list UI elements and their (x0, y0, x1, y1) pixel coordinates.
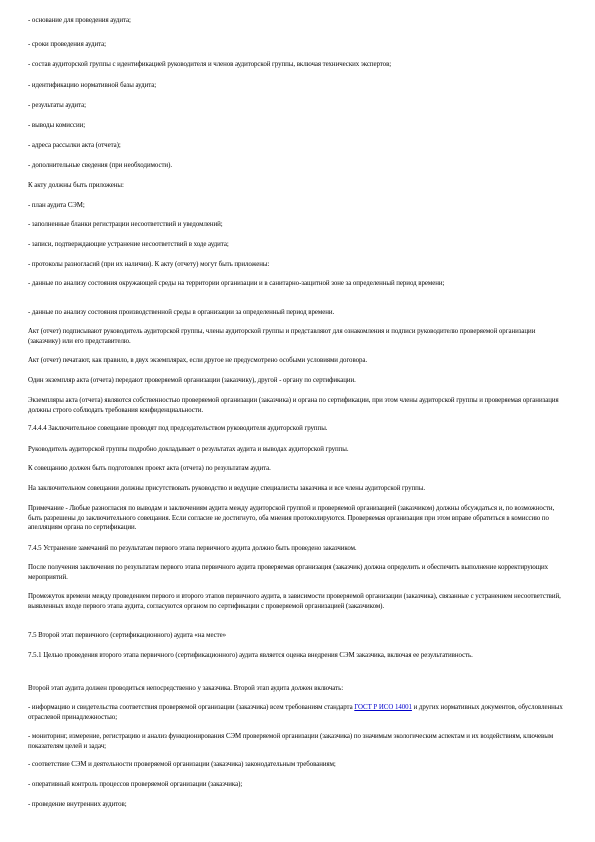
text-line: - выводы комиссии; (28, 122, 86, 129)
text-paragraph: Промежуток времени между проведением первого и второго этапов первичного аудита, в зависимости проверяемой организации (заказчика), связанные с устранением несоответствий, выявленных входе первого этапа аудита, согласуются органом по сертификации с проверяемой организацией (заказчиком). (28, 593, 561, 610)
text-line: - идентификацию нормативной базы аудита; (28, 82, 157, 89)
section-heading: 7.4.4.4 Заключительное совещание проводят под председательством руководителя аудиторской группы. (28, 425, 328, 432)
text-paragraph: - мониторинг, измерение, регистрацию и анализ функционирования СЭМ проверяемой организации (заказчика) по значимым экологическим аспектам и их воздействиям, ключевым показателям целей и задач; (28, 733, 554, 750)
text-line: - протоколы разногласий (при их наличии). К акту (отчету) могут быть приложены: (28, 261, 270, 268)
text-paragraph: - данные по анализу состояния окружающей среды на территории организации и в санитарно-защитной зоне за определенный период времени; (28, 280, 445, 287)
text-paragraph-with-link: - информацию и свидетельства соответствия проверяемой организации (заказчика) всем требованиям стандарта ГОСТ Р ИСО 14001 и других нормативных документов, обусловленных отраслевой принадлежностью; (28, 704, 563, 721)
text-line: На заключительном совещании должны присутствовать руководство и ведущие специалисты заказчика и все члены аудиторской группы. (28, 485, 426, 492)
section-heading: 7.4.5 Устранение замечаний по результатам первого этапа первичного аудита должно быть проведено заказчиком. (28, 545, 357, 552)
note-paragraph: Примечание - Любые разногласия по выводам и заключениям аудита между аудиторской группой и проверяемой организацией (заказчиком) должны обсуждаться и, по возможности, быть разрешены до заключительного совещания. Если согласие не достигнуто, оба мнения протоколируются. Проверяемая организация при этом вправе обратиться в комиссию по апелляциям органа по сертификации. (28, 505, 555, 532)
text-line: - дополнительные сведения (при необходимости). (28, 162, 172, 169)
text-line: - соответствие СЭМ и деятельности проверяемой организации (заказчика) законодательным требованиям; (28, 761, 336, 768)
text-line: К совещанию должен быть подготовлен проект акта (отчета) по результатам аудита. (28, 465, 271, 472)
text-paragraph: 7.5.1 Целью проведения второго этапа первичного (сертификационного) аудита является оценка внедрения СЭМ заказчика, включая ее результативность. (28, 652, 473, 659)
text-line: - оперативный контроль процессов проверяемой организации (заказчика); (28, 781, 243, 788)
text-line: - состав аудиторской группы с идентификацией руководителя и членов аудиторской группы, включая технических экспертов; (28, 61, 392, 68)
text-line: - результаты аудита; (28, 102, 86, 109)
text-line: Руководитель аудиторской группы подробно докладывает о результатах аудита и выводах аудиторской группы. (28, 446, 349, 453)
text-line: Акт (отчет) печатают, как правило, в двух экземплярах, если другое не предусмотрено особыми условиями договора. (28, 357, 368, 364)
text-line: - сроки проведения аудита; (28, 41, 106, 48)
text-paragraph: Акт (отчет) подписывают руководитель аудиторской группы, члены аудиторской группы и представляют для ознакомления и подписи руководителю проверяемой организации (заказчику) или его представителю. (28, 328, 536, 345)
text-line: - проведение внутренних аудитов; (28, 801, 127, 808)
text-line: - записи, подтверждающие устранение несоответствий в ходе аудита; (28, 241, 229, 248)
text-paragraph: Экземпляры акта (отчета) являются собственностью проверяемой организации (заказчика) и органа по сертификации, при этом члены аудиторской группы и проверяемая организация должны строго соблюдать требования конфиденциальности. (28, 397, 559, 414)
text-line: Один экземпляр акта (отчета) передают проверяемой организации (заказчику), другой - органу по сертификации. (28, 377, 356, 384)
text-line: - план аудита СЭМ; (28, 202, 85, 209)
text-line: - основание для проведения аудита; (28, 17, 131, 24)
section-heading: 7.5 Второй этап первичного (сертификационного) аудита «на месте» (28, 632, 227, 639)
text-line: - заполненные бланки регистрации несоответствий и уведомлений; (28, 221, 223, 228)
text-paragraph: После получения заключения по результатам первого этапа первичного аудита проверяемая организация (заказчик) должна определить и обеспечить выполнение корректирующих мероприятий. (28, 564, 549, 581)
standard-link[interactable]: ГОСТ Р ИСО 14001 (354, 704, 412, 711)
text-line: Второй этап аудита должен проводиться непосредственно у заказчика. Второй этап аудита должен включать: (28, 685, 344, 692)
text-line: К акту должны быть приложены: (28, 182, 124, 189)
text-line: - адреса рассылки акта (отчета); (28, 142, 121, 149)
text-line: - данные по анализу состояния производственной среды в организации за определенный период времени. (28, 309, 335, 316)
